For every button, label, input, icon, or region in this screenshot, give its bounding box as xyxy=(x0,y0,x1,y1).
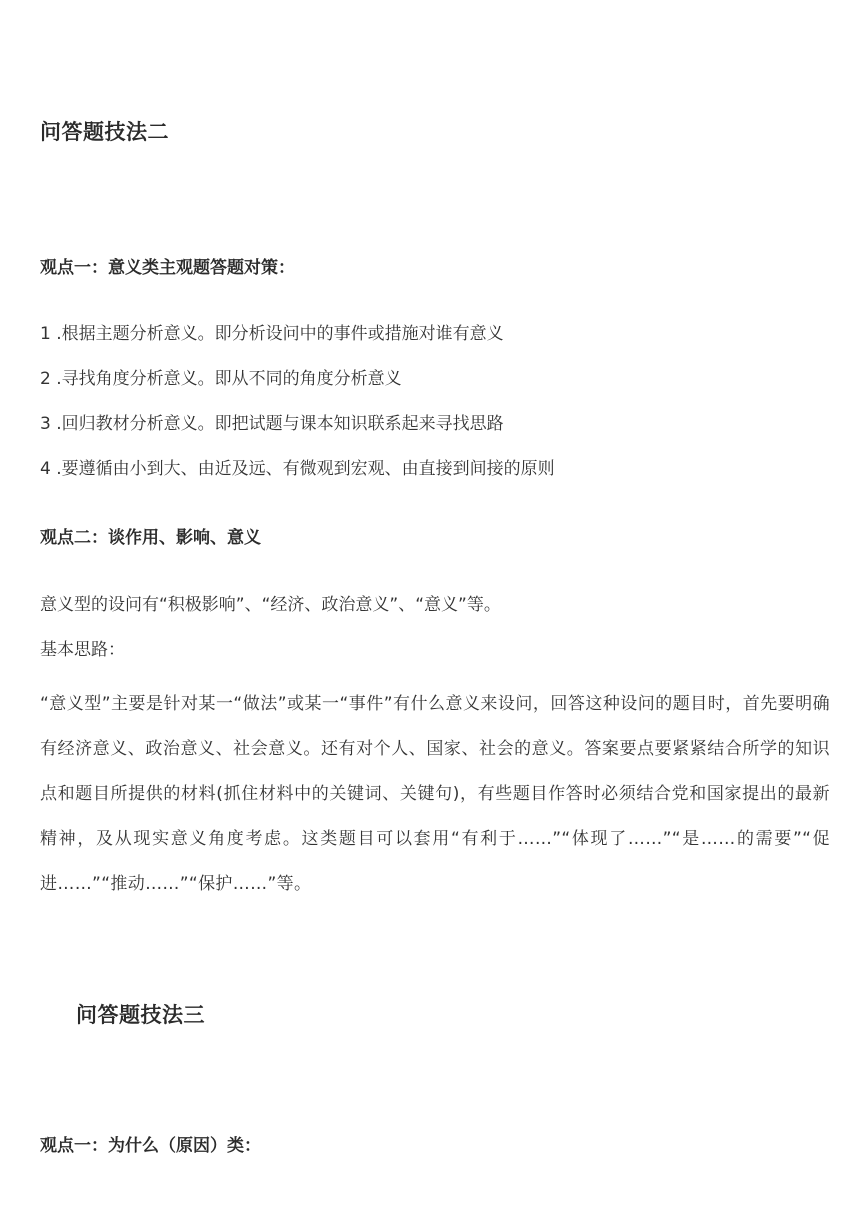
list-item: 1 .根据主题分析意义。即分析设问中的事件或措施对谁有意义 xyxy=(40,324,504,344)
point-two-intro: 意义型的设问有“积极影响”、“经济、政治意义”、“意义”等。 xyxy=(40,595,501,615)
list-item: 2 .寻找角度分析意义。即从不同的角度分析意义 xyxy=(40,369,402,389)
list-item: 4 .要遵循由小到大、由近及远、有微观到宏观、由直接到间接的原则 xyxy=(40,459,555,479)
point-two-heading: 观点二：谈作用、影响、意义 xyxy=(40,528,261,548)
point-one-heading: 观点一：意义类主观题答题对策： xyxy=(40,258,295,278)
section-title-technique-three: 问答题技法三 xyxy=(76,1003,205,1027)
basic-approach-label: 基本思路： xyxy=(40,640,125,660)
point-two-paragraph: “意义型”主要是针对某一“做法”或某一“事件”有什么意义来设问，回答这种设问的题目时，首先要明确有经济意义、政治意义、社会意义。还有对个人、国家、社会的意义。答案要点要紧紧结合所学的知识点和题目所提供的材料(抓住材料中的关键词、关键句)，有些题目作答时必须结合党和国家提出的最新精神，及从现实意义角度考虑。这类题目可以套用“有利于……”“体现了……”“是……的需要”“促进……”“推动……”“保护……”等。 xyxy=(40,694,830,894)
section-two-point-one-heading: 观点一：为什么（原因）类： xyxy=(40,1136,261,1156)
section-title-technique-two: 问答题技法二 xyxy=(40,120,169,144)
list-item: 3 .回归教材分析意义。即把试题与课本知识联系起来寻找思路 xyxy=(40,414,504,434)
